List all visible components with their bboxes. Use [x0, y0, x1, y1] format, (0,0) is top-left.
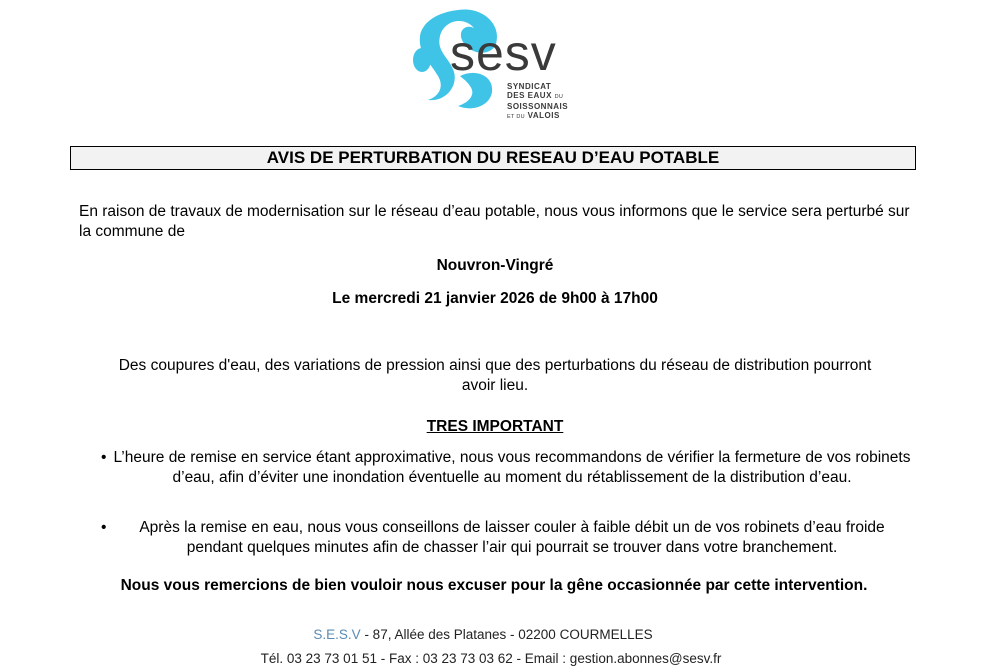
closing-statement: Nous vous remercions de bien vouloir nous excuser pour la gêne occasionnée par cette intervention. — [120, 577, 868, 594]
notice-title: AVIS DE PERTURBATION DU RESEAU D’EAU POTABLE — [70, 146, 916, 170]
intro-paragraph: En raison de travaux de modernisation sur le réseau d’eau potable, nous vous informons que le service sera perturbé sur la commune de — [79, 203, 910, 240]
brand-name: sesv — [450, 25, 557, 81]
subtitle-line-1: SYNDICAT — [507, 82, 552, 91]
footer-contact: Tél. 03 23 73 01 51 - Fax : 03 23 73 03 62 - Email : gestion.abonnes@sesv.fr — [260, 651, 722, 666]
bullet-icon: • — [101, 449, 107, 466]
bullet-icon: • — [101, 519, 107, 536]
disruption-description: Des coupures d'eau, des variations de pression ainsi que des perturbations du réseau de distribution pourront avoir lieu. — [118, 357, 872, 394]
subtitle-line-4: ET DU VALOIS — [507, 111, 560, 120]
sesv-logo — [410, 6, 580, 120]
footer-org: S.E.S.V — [313, 627, 361, 642]
bullet-item — [101, 448, 913, 488]
footer-address — [0, 627, 966, 642]
intervention-date: Le mercredi 21 janvier 2026 de 9h00 à 17h00 — [332, 290, 658, 307]
footer-address-text: - 87, Allée des Platanes - 02200 COURMELLES — [360, 627, 653, 642]
subtitle-line-3: SOISSONNAIS — [507, 102, 569, 111]
bullet-item — [101, 518, 913, 558]
important-heading: TRES IMPORTANT — [426, 418, 564, 435]
brand-subtitle — [507, 82, 568, 122]
bullet-text: L’heure de remise en service étant approximative, nous vous recommandons de vérifier la fermeture de vos robinets d’eau, afin d’éviter une inondation éventuelle au moment du rétablissement de la distribution d’eau. — [113, 449, 911, 486]
bullet-text: Après la remise en eau, nous vous conseillons de laisser couler à faible débit un de vos robinets d’eau froide pendant quelques minutes afin de chasser l’air qui pourrait se trouver dans votre branchement. — [139, 519, 885, 556]
subtitle-line-2: DES EAUX DU — [507, 91, 564, 100]
commune-name: Nouvron-Vingré — [436, 257, 554, 274]
